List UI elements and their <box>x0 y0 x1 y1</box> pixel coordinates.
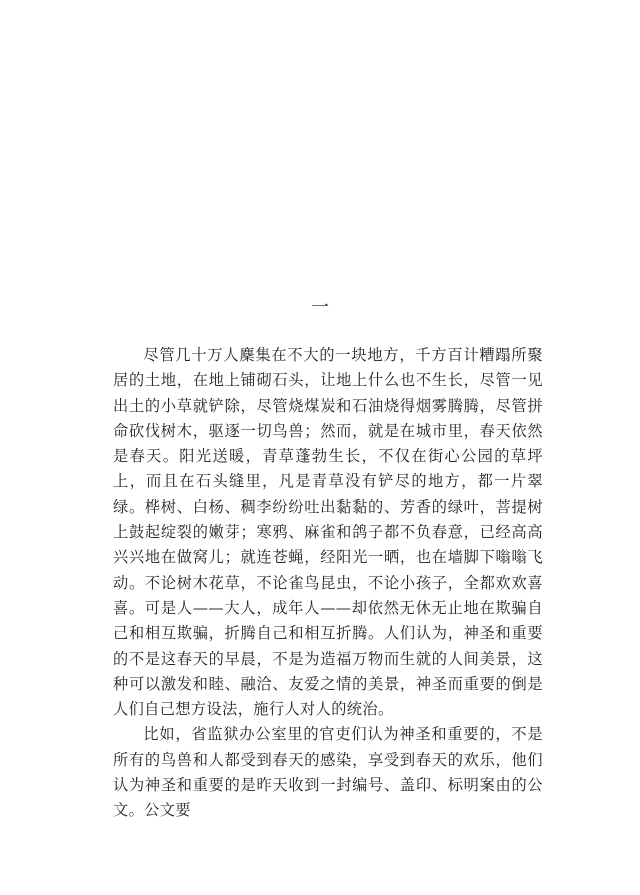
paragraph-2: 比如，省监狱办公室里的官吏们认为神圣和重要的，不是所有的鸟兽和人都受到春天的感染，享受到春天的欢乐，他们认为神圣和重要的是昨天收到一封编号、盖印、标明案由的公文。公文要 <box>113 725 543 820</box>
paragraph-1: 尽管几十万人麇集在不大的一块地方，千方百计糟蹋所聚居的土地，在地上铺砌石头，让地上什么也不生长，尽管一见出土的小草就铲除，尽管烧煤炭和石油烧得烟雾腾腾，尽管拼命砍伐树木，驱逐一切鸟兽；然而，就是在城市里，春天依然是春天。阳光送暖，青草蓬勃生长，不仅在街心公园的草坪上，而且在石头缝里，凡是青草没有铲尽的地方，都一片翠绿。桦树、白杨、稠李纷纷吐出黏黏的、芳香的绿叶，菩提树上鼓起绽裂的嫩芽；寒鸦、麻雀和鸽子都不负春意，已经高高兴兴地在做窝儿；就连苍蝇，经阳光一晒，也在墙脚下嗡嗡飞动。不论树木花草，不论雀鸟昆虫，不论小孩子，全都欢欢喜喜。可是人——大人，成年人——却依然无休无止地在欺骗自己和相互欺骗，折腾自己和相互折腾。人们认为，神圣和重要的不是这春天的早晨，不是为造福万物而生就的人间美景，这种可以激发和睦、融洽、友爱之情的美景，神圣而重要的倒是人们自己想方设法，施行人对人的统治。 <box>113 346 543 719</box>
chapter-number: 一 <box>311 297 329 318</box>
body-text <box>113 343 543 824</box>
